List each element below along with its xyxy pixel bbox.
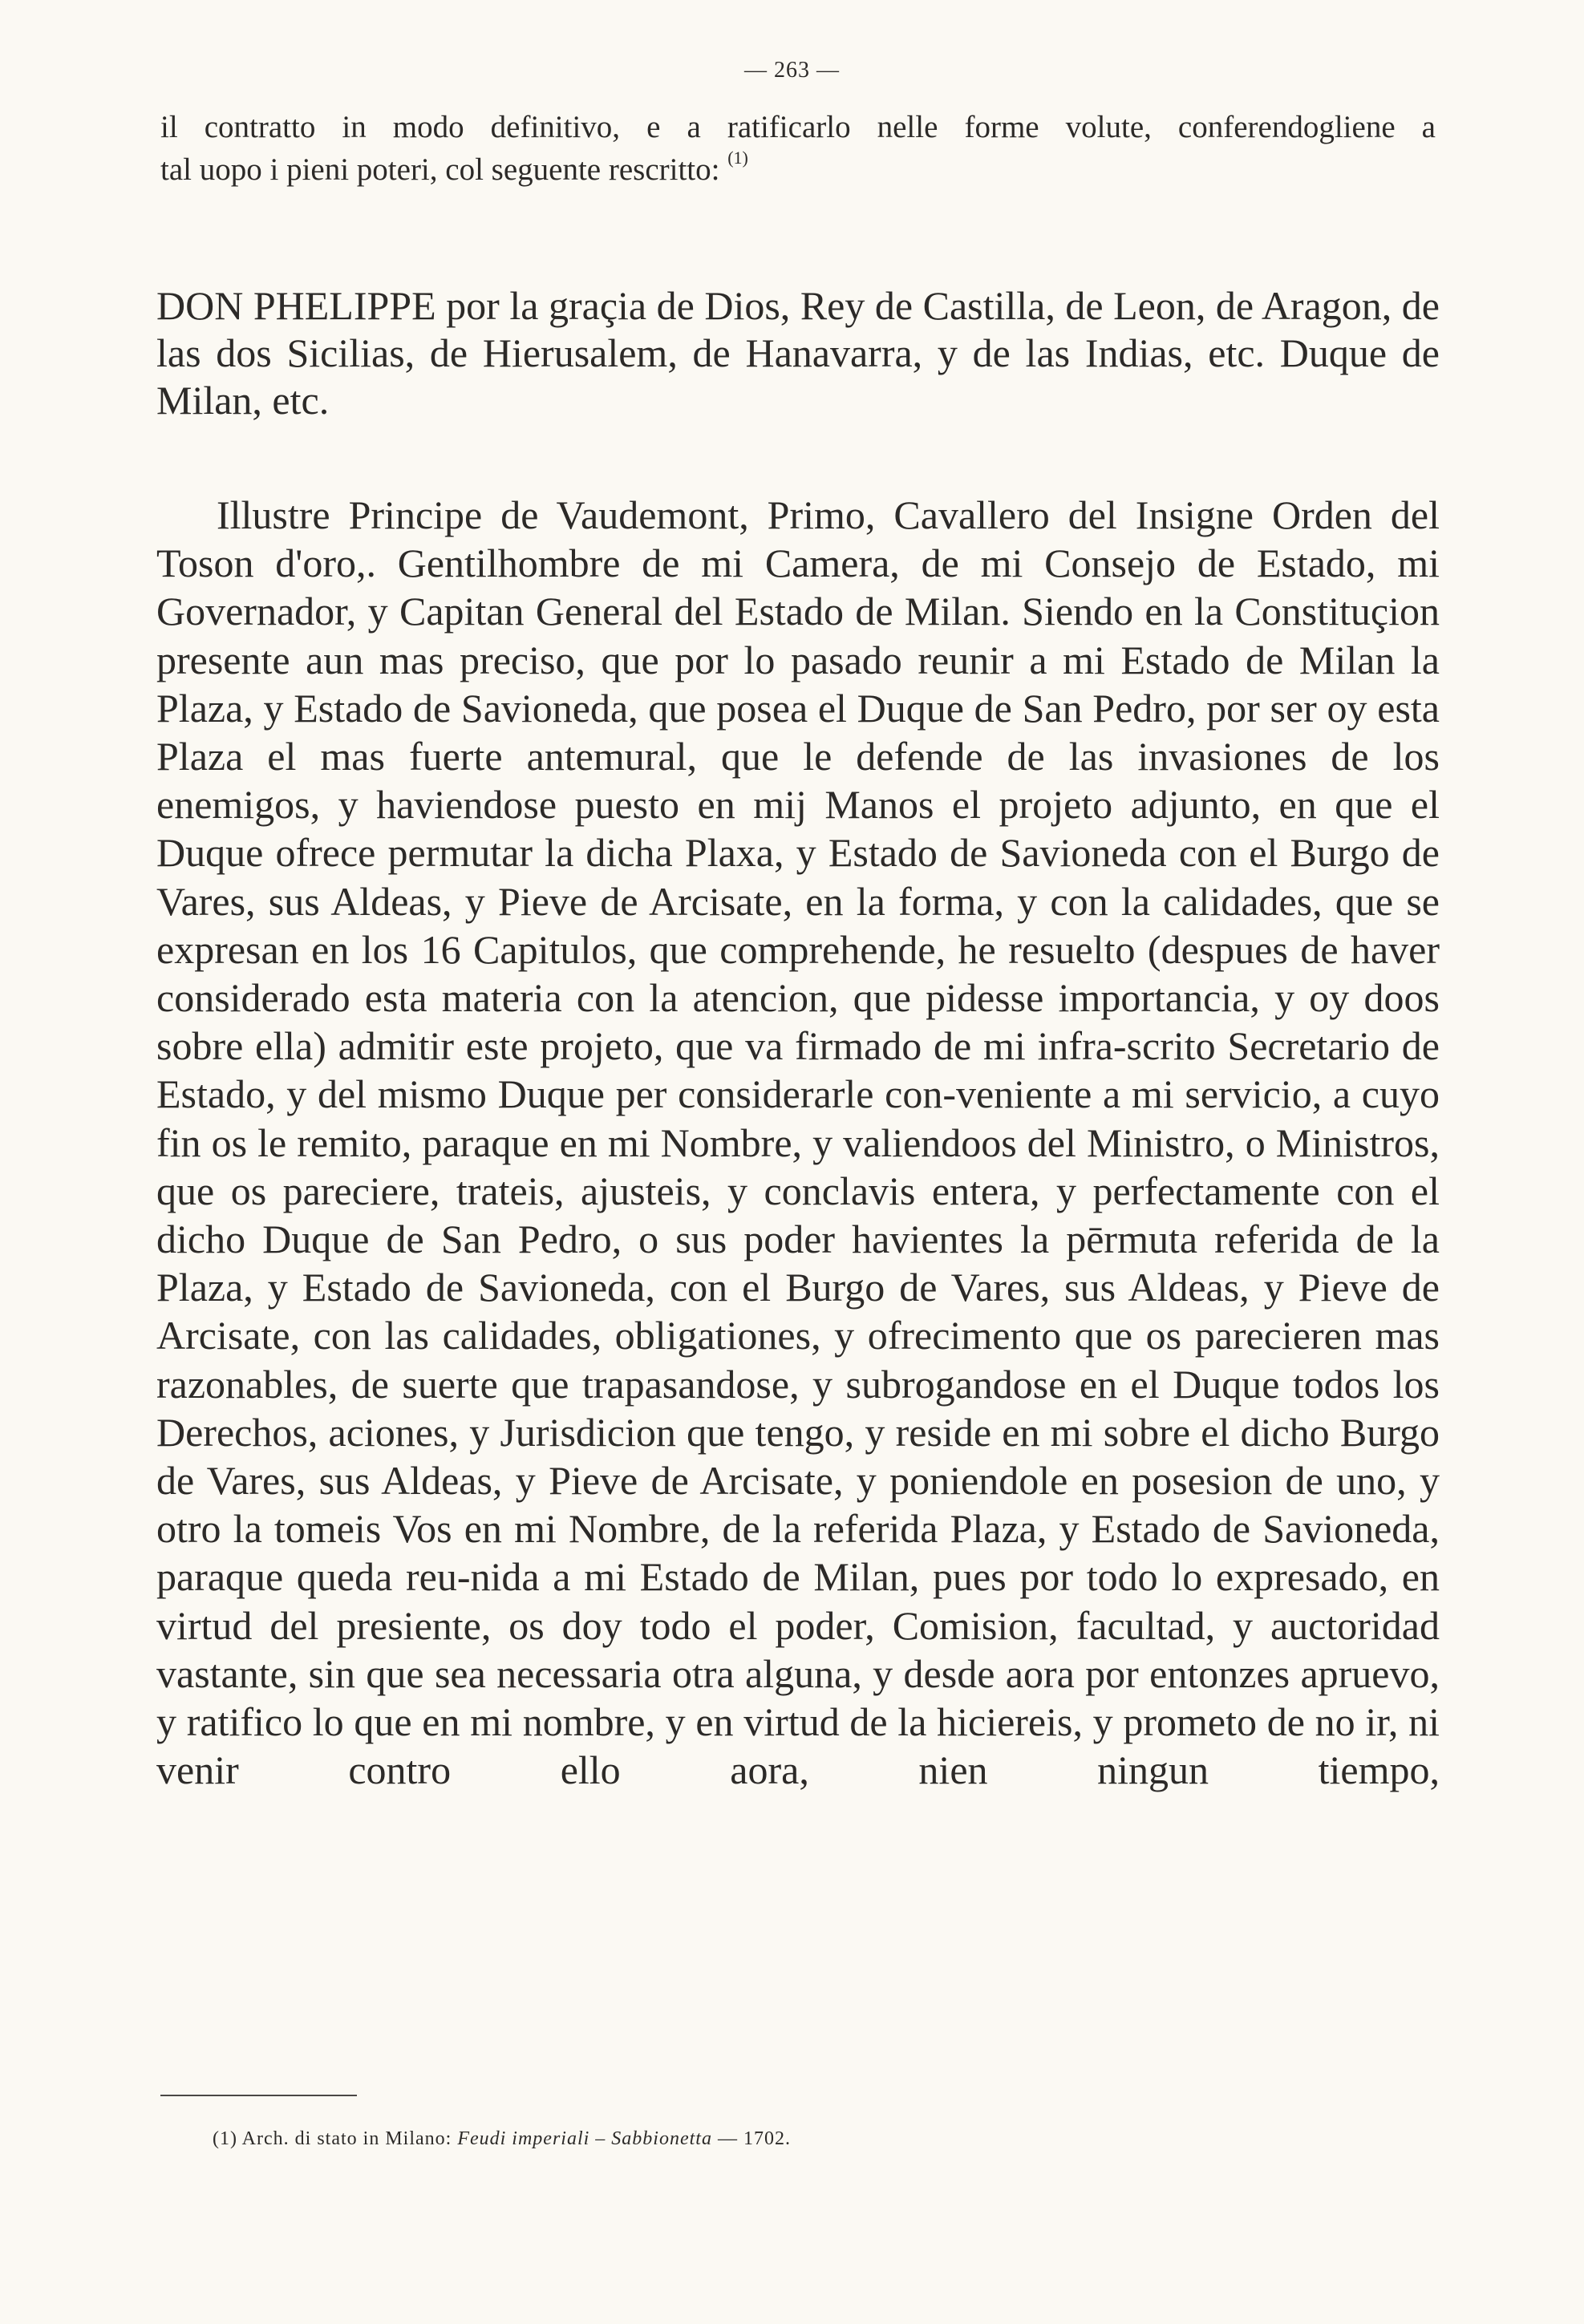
footnote-marker: (1) bbox=[213, 2128, 237, 2149]
footnote-archive: Arch. di stato in Milano: bbox=[241, 2128, 452, 2149]
intro-line-1: il contratto in modo definitivo, e a ratificarlo nelle forme volute, conferendogliene a bbox=[160, 110, 1436, 144]
footnote-separator-2: — bbox=[717, 2128, 738, 2149]
intro-line-2-text: tal uopo i pieni poteri, col seguente rescritto: bbox=[160, 152, 720, 187]
page-number: — 263 — bbox=[744, 58, 840, 83]
footnote-reference: (1) bbox=[727, 148, 748, 168]
footnote-place: Sabbionetta bbox=[611, 2128, 712, 2149]
decree-heading: DON PHELIPPE por la graçia de Dios, Rey de Castilla, de Leon, de Aragon, de las dos Sicilias, de Hierusalem, de Hanavarra, y de las Indias, etc. Duque de Milan, etc. bbox=[156, 283, 1440, 423]
intro-line-2 bbox=[160, 148, 1436, 191]
footnote-year: 1702. bbox=[743, 2128, 791, 2149]
footnote-divider bbox=[160, 2095, 357, 2096]
footnote-separator: – bbox=[595, 2128, 606, 2149]
intro-paragraph bbox=[160, 106, 1436, 191]
footnote bbox=[213, 2128, 791, 2150]
decree-body: Illustre Principe de Vaudemont, Primo, Cavallero del Insigne Orden del Toson d'oro,. Gentilhombre de mi Camera, de mi Consejo de Estado, mi Governador, y Capitan General del Estado de Milan. Siendo en la Constituçion presente aun mas preciso, que por lo pasado reunir a mi Estado de Milan la Plaza, y Estado de Savioneda, que posea el Duque de San Pedro, por ser oy esta Plaza el mas fuerte antemural, que le defende de las invasiones de los enemigos, y haviendose puesto en mij Manos el projeto adjunto, en que el Duque ofrece permutar la dicha Plaxa, y Estado de Savioneda con el Burgo de Vares, sus Aldeas, y Pieve de Arcisate, en la forma, y con la calidades, que se expresan en los 16 Capitulos, que comprehende, he resuelto (despues de haver considerado esta materia con la atencion, que pidesse importancia, y oy doos sobre ella) admitir este projeto, que va firmado de mi infra-scrito Secretario de Estado, y del mismo Duque per considerarle con-veniente a mi servicio, a cuyo fin os le remito, paraque en mi Nombre, y valiendoos del Ministro, o Ministros, que os pareciere, trateis, ajusteis, y conclavis entera, y perfectamente con el dicho Duque de San Pedro, o sus poder havientes la pērmuta referida de la Plaza, y Estado de Savioneda, con el Burgo de Vares, sus Aldeas, y Pieve de Arcisate, con las calidades, obligationes, y ofrecimento que os parecieren mas razonables, de suerte que trapasandose, y subrogandose en el Duque todos los Derechos, aciones, y Jurisdicion que tengo, y reside en mi sobre el dicho Burgo de Vares, sus Aldeas, y Pieve de Arcisate, y poniendole en posesion de uno, y otro la tomeis Vos en mi Nombre, de la referida Plaza, y Estado de Savioneda, paraque queda reu-nida a mi Estado de Milan, pues por todo lo expresado, en virtud del presiente, os doy todo el poder, Comision, facultad, y auctoridad vastante, sin que sea necessaria otra alguna, y desde aora por entonzes apruevo, y ratifico lo que en mi nombre, y en virtud de la hiciereis, y prometo de no ir, ni venir contro ello aora, nien ningun tiempo, bbox=[156, 492, 1440, 1793]
footnote-title: Feudi imperiali bbox=[457, 2128, 590, 2149]
